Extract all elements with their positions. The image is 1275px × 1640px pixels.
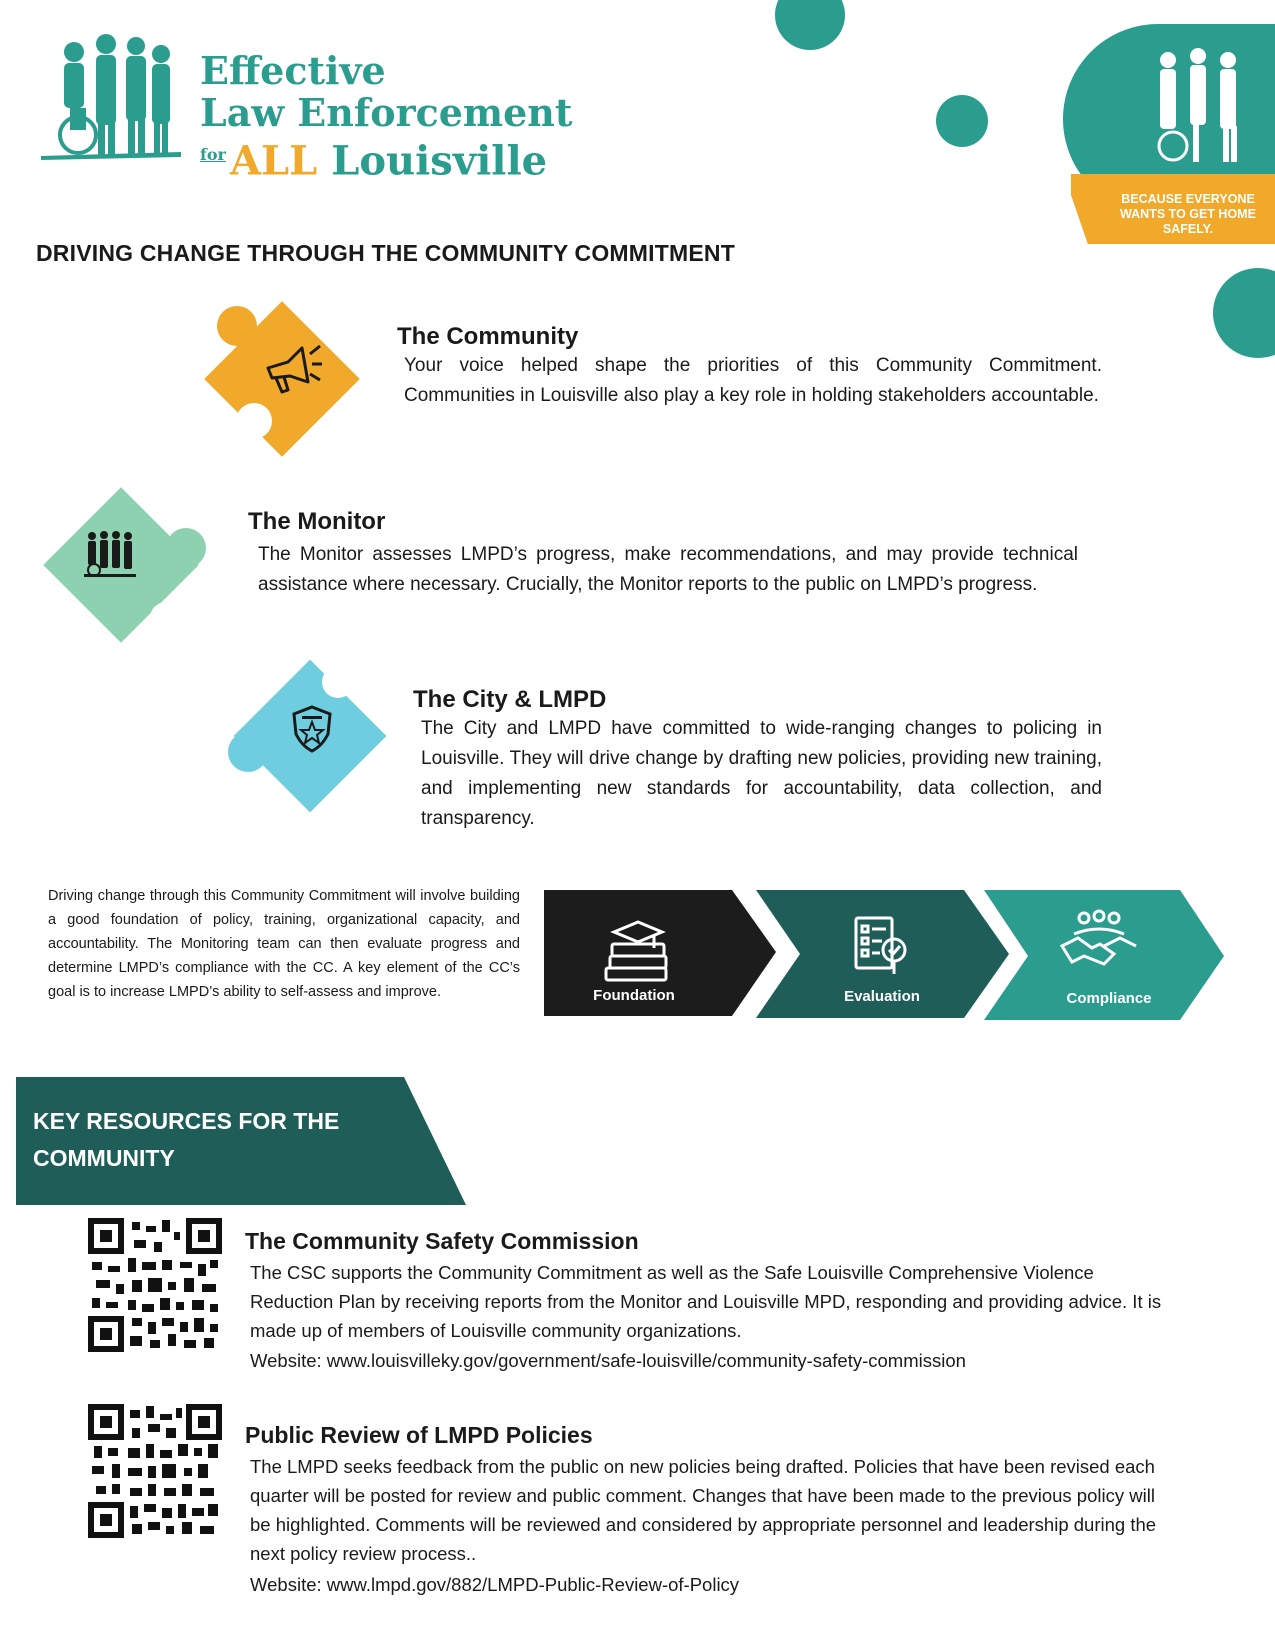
qr-code-policy-review (88, 1404, 222, 1538)
logo-all: ALL (229, 137, 318, 185)
logo-line-1: Effective (200, 48, 386, 93)
key-resources-line-2: COMMUNITY (33, 1145, 175, 1171)
step-evaluation-label: Evaluation (844, 988, 920, 1005)
key-resources-heading (33, 1103, 413, 1177)
key-resources-line-1: KEY RESOURCES FOR THE (33, 1108, 340, 1134)
qr-code-csc (88, 1218, 222, 1352)
people-group-icon (82, 530, 138, 578)
badge-line-1: BECAUSE EVERYONE (1121, 192, 1255, 206)
decor-circle-small (936, 95, 988, 147)
resource-body-policy-review: The LMPD seeks feedback from the public on new policies being drafted. Policies that have been revised each quarter will be posted for review and public comment. Changes that have been made to the previous policy will be highlighted. Comments will be reviewed and considered by appropriate personnel and leadership during the next policy review process.. (250, 1456, 1157, 1564)
resource-website-policy-review[interactable]: Website: www.lmpd.gov/882/LMPD-Public-Review-of-Policy (250, 1574, 740, 1595)
logo-line-3 (200, 134, 572, 185)
badge-line-3: SAFELY. (1162, 222, 1214, 236)
step-compliance-label: Compliance (1066, 990, 1152, 1007)
logo-wordmark (200, 48, 573, 185)
logo-for: for (200, 145, 226, 164)
badge-line-2: WANTS TO GET HOME (1120, 207, 1256, 221)
logo-louisville: Louisville (331, 137, 548, 185)
resource-title-policy-review: Public Review of LMPD Policies (245, 1422, 593, 1448)
police-badge-icon (288, 704, 336, 754)
megaphone-icon (262, 342, 324, 398)
logo-line-2: Law Enforcement (200, 90, 573, 135)
badge-text (1093, 192, 1275, 237)
decor-half-circle-top (775, 0, 845, 50)
section-title-monitor: The Monitor (248, 508, 386, 535)
section-body-monitor: The Monitor assesses LMPD’s progress, make recommendations, and may provide technical assistance where necessary. Crucially, the Monitor reports to the public on LMPD’s progress. (258, 544, 1078, 595)
process-steps (544, 886, 1224, 1022)
section-title-city: The City & LMPD (413, 686, 607, 713)
section-title-community: The Community (397, 323, 579, 350)
badge-people-icon (1143, 46, 1253, 166)
page-headline: DRIVING CHANGE THROUGH THE COMMUNITY COMMITMENT (36, 240, 735, 266)
campaign-badge (1063, 24, 1275, 244)
section-body-city: The City and LMPD have committed to wide-ranging changes to policing in Louisville. They will drive change by drafting new policies, providing new training, and implementing new standards for accountability, data collection, and transparency. (421, 718, 1102, 829)
section-body-community: Your voice helped shape the priorities of this Community Commitment. Communities in Louisville also play a key role in holding stakeholders accountable. (404, 355, 1102, 406)
decor-half-circle-right (1213, 268, 1275, 358)
step-foundation-label: Foundation (593, 987, 675, 1004)
logo-people-icon (36, 30, 186, 165)
process-description: Driving change through this Community Commitment will involve building a good foundation of policy, training, organizational capacity, and accountability. The Monitoring team can then evaluate progress and determine LMPD’s compliance with the CC. A key element of the CC’s goal is to increase LMPD’s ability to self-assess and improve. (48, 888, 520, 1000)
resource-website-csc[interactable]: Website: www.louisvilleky.gov/government/safe-louisville/community-safety-commission (250, 1350, 966, 1371)
resource-title-csc: The Community Safety Commission (245, 1228, 639, 1254)
resource-body-csc: The CSC supports the Community Commitment as well as the Safe Louisville Comprehensive Violence Reduction Plan by receiving reports from the Monitor and Louisville MPD, responding and providing advice. It is made up of members of Louisville community organizations. (250, 1262, 1162, 1341)
